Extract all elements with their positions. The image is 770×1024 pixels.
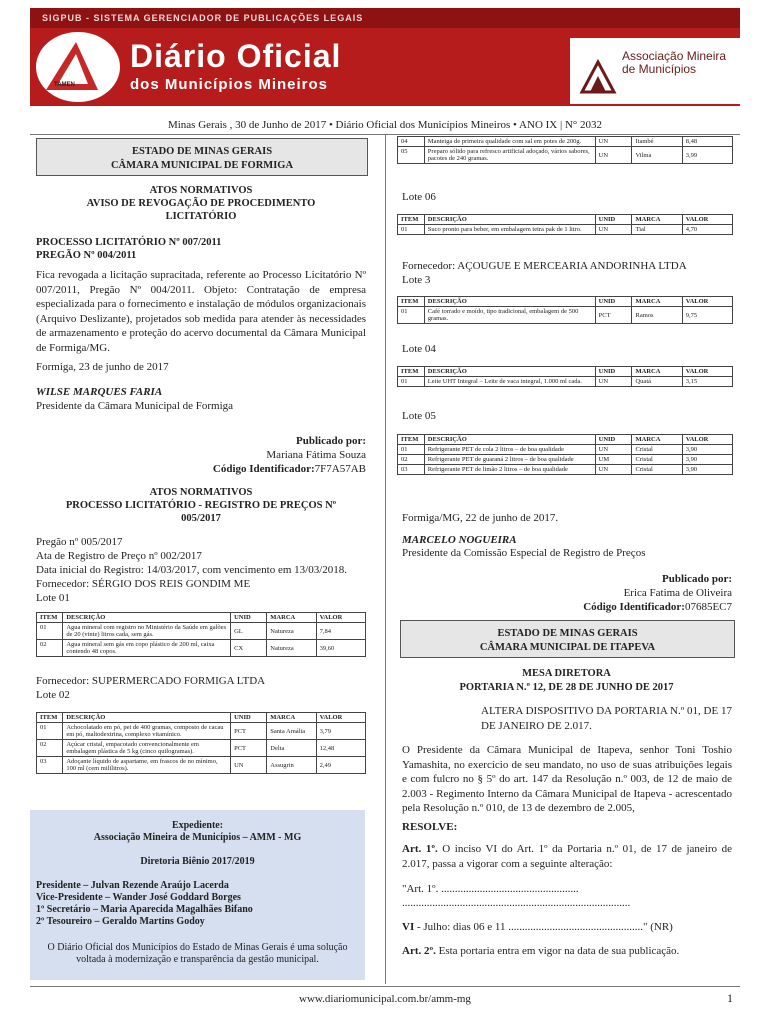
- board-title: Diretoria Biênio 2017/2019: [140, 856, 255, 867]
- table-cell: 8,48: [682, 137, 732, 147]
- table-cell: 3,90: [682, 455, 732, 465]
- table-cell: Ramos: [632, 307, 682, 324]
- table-cell: 12,48: [316, 740, 365, 757]
- table-row: [37, 740, 366, 757]
- column-header: MARCA: [267, 713, 316, 723]
- column-header: UNID: [231, 613, 267, 623]
- table-cell: Manteiga de primeira qualidade com sal em potes de 200g.: [424, 137, 595, 147]
- column-header: VALOR: [316, 713, 365, 723]
- article-text: O inciso VI do Art. 1º da Portaria n.º 01, de 17 de janeiro de 2.017, passa a vigorar com a seguinte alteração:: [402, 843, 732, 870]
- table-header-row: [398, 367, 733, 377]
- published-by: [402, 572, 732, 614]
- table-cell: 03: [37, 757, 63, 774]
- table-cell: 04: [398, 137, 425, 147]
- table-header-row: [398, 215, 733, 225]
- detail-line: Fornecedor: SUPERMERCADO FORMIGA LTDA: [36, 675, 266, 687]
- price-table: [397, 434, 733, 475]
- table-cell: Açúcar cristal, empacotado convencionalmente em embalagem plástica de 5 kg (cinco quilogramas).: [63, 740, 231, 757]
- column-header: MARCA: [267, 613, 316, 623]
- footer-url[interactable]: www.diariomunicipal.com.br/amm-mg: [299, 993, 471, 1005]
- table-cell: 3,99: [682, 147, 732, 164]
- table-cell: PCT: [595, 307, 632, 324]
- heading-line: PORTARIA N.º 12, DE 28 DE JUNHO DE 2017: [459, 682, 674, 693]
- detail-line: Fornecedor: AÇOUGUE E MERCEARIA ANDORINHA LTDA: [402, 260, 687, 272]
- amm-brand: [570, 38, 740, 104]
- heading-line: ATOS NORMATIVOS: [149, 185, 253, 196]
- heading-line: ATOS NORMATIVOS: [149, 487, 253, 498]
- column-header: ITEM: [398, 367, 425, 377]
- masthead: [30, 8, 740, 106]
- signatory-name: MARCELO NOGUEIRA: [402, 534, 517, 546]
- table-row: [37, 723, 366, 740]
- column-divider: [385, 134, 386, 984]
- process-ids: [36, 236, 366, 262]
- process-number: PROCESSO LICITATÓRIO Nº 007/2011: [36, 237, 222, 248]
- column-header: DESCRIÇÃO: [424, 215, 595, 225]
- detail-line: Ata de Registro de Preço nº 002/2017: [36, 550, 202, 562]
- price-table: [397, 136, 733, 164]
- heading-line: 005/2017: [181, 513, 221, 524]
- table-cell: UN: [595, 377, 632, 387]
- price-table: [397, 366, 733, 387]
- emblem-logo: [36, 32, 120, 102]
- price-table: [36, 612, 366, 657]
- portaria-heading: [400, 667, 733, 695]
- lot-label: Lote 05: [402, 410, 436, 422]
- table-cell: Suco pronto para beber, em embalagem tetra pak de 1 litro.: [424, 225, 595, 235]
- section-heading: [36, 486, 366, 525]
- table-cell: Santa Amália: [267, 723, 316, 740]
- table-cell: 02: [37, 740, 63, 757]
- expediente-title: Expediente:: [171, 820, 224, 831]
- publisher-name: Mariana Fátima Souza: [266, 449, 366, 461]
- column-header: ITEM: [37, 713, 63, 723]
- column-header: VALOR: [682, 367, 732, 377]
- article-2: [402, 944, 732, 958]
- table-cell: Natureza: [267, 640, 316, 657]
- table-cell: Café torrado e moído, tipo tradicional, embalagem de 500 gramas.: [424, 307, 595, 324]
- table-cell: Agua mineral com registro no Ministério da Saúde em galões de 20 (vinte) litros cada, sem gás.: [63, 623, 231, 640]
- table-cell: 01: [398, 445, 425, 455]
- section-header-itapeva: [400, 620, 735, 658]
- detail-line: Fornecedor: SÉRGIO DOS REIS GONDIM ME: [36, 578, 251, 590]
- lot-label: Lote 06: [402, 191, 436, 203]
- date-line: Formiga, 23 de junho de 2017: [36, 361, 169, 373]
- signatory-role: Presidente da Comissão Especial de Registro de Preços: [402, 547, 646, 559]
- table-cell: Cristal: [632, 465, 682, 475]
- article-text: Esta portaria entra em vigor na data de sua publicação.: [435, 945, 680, 957]
- table-cell: UN: [595, 137, 632, 147]
- table-cell: 03: [398, 465, 425, 475]
- table-cell: UM: [595, 455, 632, 465]
- table-cell: 02: [37, 640, 63, 657]
- column-header: VALOR: [316, 613, 365, 623]
- table-row: [398, 225, 733, 235]
- column-header: VALOR: [682, 435, 732, 445]
- expediente-box: [30, 810, 365, 980]
- code-label: Código Identificador:: [583, 601, 685, 613]
- table-cell: UN: [595, 445, 632, 455]
- expediente-note: O Diário Oficial dos Municípios do Estado de Minas Gerais é uma solução voltada à modernização e transparência da gestão municipal.: [47, 942, 348, 965]
- table-cell: 7,84: [316, 623, 365, 640]
- table-cell: Refrigerante PET de limão 2 litros – de boa qualidade: [424, 465, 595, 475]
- portaria-summary: ALTERA DISPOSITIVO DA PORTARIA N.º 01, DE 17 DE JANEIRO DE 2.017.: [481, 705, 732, 732]
- table-header-row: [398, 435, 733, 445]
- table-cell: Cristal: [632, 455, 682, 465]
- table-row: [37, 623, 366, 640]
- table-cell: 01: [398, 307, 425, 324]
- heading-line: AVISO DE REVOGAÇÃO DE PROCEDIMENTO: [86, 198, 316, 209]
- section-header-formiga: [36, 138, 368, 176]
- heading-line: MESA DIRETORA: [522, 668, 611, 679]
- state-label: ESTADO DE MINAS GERAIS: [131, 146, 273, 157]
- price-table: [36, 712, 366, 774]
- column-header: UNID: [595, 215, 632, 225]
- column-header: DESCRIÇÃO: [424, 435, 595, 445]
- board-member: Presidente – Julvan Rezende Araújo Lacerda: [36, 880, 229, 891]
- table-cell: 3,90: [682, 445, 732, 455]
- expediente-org: Associação Mineira de Municípios – AMM - MG: [93, 832, 302, 843]
- registry-details: [36, 535, 371, 605]
- table-cell: UN: [231, 757, 267, 774]
- resolve-label: RESOLVE:: [402, 821, 458, 833]
- column-header: UNID: [595, 435, 632, 445]
- detail-line: Pregão nº 005/2017: [36, 536, 123, 548]
- table-row: [37, 757, 366, 774]
- association-name: Associação Mineira de Municípios: [622, 49, 727, 76]
- table-cell: Cristal: [632, 445, 682, 455]
- journal-title: Diário Oficial: [130, 38, 342, 74]
- divider: [30, 986, 740, 987]
- column-header: MARCA: [632, 215, 682, 225]
- table-row: [398, 137, 733, 147]
- signatory-name: WILSE MARQUES FARIA: [36, 386, 163, 398]
- table-cell: 4,70: [682, 225, 732, 235]
- code-value: 07685EC7: [684, 601, 732, 613]
- detail-line: Lote 02: [36, 689, 70, 701]
- pregao-number: PREGÃO Nº 004/2011: [36, 250, 137, 261]
- table-row: [37, 640, 366, 657]
- table-cell: 3,15: [682, 377, 732, 387]
- inciso-text: - Julho: dias 06 e 11 ................................................." (NR): [414, 921, 673, 933]
- amm-logo-icon: [578, 56, 618, 96]
- table-cell: UN: [595, 147, 632, 164]
- table-row: [398, 307, 733, 324]
- page-number: 1: [727, 991, 733, 1005]
- portaria-preamble: O Presidente da Câmara Municipal de Itapeva, senhor Toni Toshio Yamashita, no exercício de seu mandato, no uso de suas atribuições legais e com fulcro no § 5º do art. 147 da Resolução n.º 003, de 12 de maio de 2.003 - Regimento Interno da Câmara Municipal de Itapeva - acrescentado pela Resolução n.º 010, de 13 de dezembro de 2.005,: [402, 744, 732, 814]
- column-header: ITEM: [37, 613, 63, 623]
- table-cell: PCT: [231, 723, 267, 740]
- table-cell: Preparo sólido para refresco artificial adoçado, vários sabores, pacotes de 240 gramas.: [424, 147, 595, 164]
- quote-line: "Art. 1º. ..................................................: [402, 883, 579, 895]
- dateline: Minas Gerais , 30 de Junho de 2017 • Diário Oficial dos Municípios Mineiros • ANO IX | N° 2032: [167, 119, 603, 131]
- table-cell: 01: [398, 225, 425, 235]
- table-row: [398, 445, 733, 455]
- column-header: VALOR: [682, 215, 732, 225]
- table-cell: 3,90: [682, 465, 732, 475]
- table-cell: PCT: [231, 740, 267, 757]
- table-cell: 01: [37, 623, 63, 640]
- column-header: DESCRIÇÃO: [63, 713, 231, 723]
- table-cell: Quatá: [632, 377, 682, 387]
- price-table: [397, 296, 733, 324]
- detail-line: Data inicial do Registro: 14/03/2017, com vencimento em 13/03/2018.: [36, 564, 348, 576]
- table-cell: 2,49: [316, 757, 365, 774]
- inciso-label: VI: [402, 921, 415, 933]
- table-row: [398, 377, 733, 387]
- table-cell: GL: [231, 623, 267, 640]
- table-cell: 01: [398, 377, 425, 387]
- table-cell: 39,60: [316, 640, 365, 657]
- column-header: UNID: [595, 367, 632, 377]
- table-header-row: [37, 713, 366, 723]
- detail-line: Lote 3: [402, 274, 431, 286]
- table-cell: Refrigerante PET de guaraná 2 litros – de boa qualidade: [424, 455, 595, 465]
- column-header: DESCRIÇÃO: [63, 613, 231, 623]
- board-member: Vice-Presidente – Wander José Goddard Borges: [36, 892, 241, 903]
- state-label: ESTADO DE MINAS GERAIS: [497, 628, 638, 639]
- table-cell: Vilma: [632, 147, 682, 164]
- system-name: SIGPUB - SISTEMA GERENCIADOR DE PUBLICAÇÕES LEGAIS: [30, 8, 740, 28]
- article-quote: [402, 882, 732, 910]
- table-cell: 9,75: [682, 307, 732, 324]
- revocation-text: Fica revogada a licitação supracitada, referente ao Processo Licitatório Nº 007/2011, Pregão Nº 004/2011. Objeto: Contratação de empresa especializada para o fornecimento e instalação de módulos organizacionais (Arquivo Deslizante), projetados sob medida para atender às necessidades de armazenamento e proteção do acervo documental da Câmara Municipal de Formiga/MG.: [36, 269, 366, 354]
- table-cell: Tial: [632, 225, 682, 235]
- board-member: 2º Tesoureiro – Geraldo Martins Godoy: [36, 916, 205, 927]
- table-cell: Delta: [267, 740, 316, 757]
- column-header: MARCA: [632, 367, 682, 377]
- detail-line: Lote 01: [36, 592, 70, 604]
- article-label: Art. 1º.: [402, 843, 438, 855]
- supplier-details: [402, 259, 732, 287]
- table-cell: Natureza: [267, 623, 316, 640]
- column-header: MARCA: [632, 435, 682, 445]
- code-label: Código Identificador:: [212, 463, 315, 475]
- column-header: VALOR: [682, 297, 732, 307]
- table-cell: Refrigerante PET de cola 2 litros – de boa qualidade: [424, 445, 595, 455]
- table-row: [398, 455, 733, 465]
- column-header: ITEM: [398, 215, 425, 225]
- column-header: ITEM: [398, 297, 425, 307]
- emblem-text: TAMEN: [54, 82, 75, 88]
- table-cell: Adoçante líquido de aspartame, em frascos de no mínimo, 100 ml (cem mililitros).: [63, 757, 231, 774]
- chamber-label: CÂMARA MUNICIPAL DE ITAPEVA: [479, 642, 656, 653]
- column-header: DESCRIÇÃO: [424, 367, 595, 377]
- table-cell: UN: [595, 225, 632, 235]
- article-1: [402, 842, 732, 871]
- table-cell: 01: [37, 723, 63, 740]
- table-cell: CX: [231, 640, 267, 657]
- inciso-vi: [402, 920, 732, 934]
- table-cell: Assugrin: [267, 757, 316, 774]
- journal-subtitle: dos Municípios Mineiros: [130, 76, 329, 93]
- heading-line: LICITATÓRIO: [165, 211, 237, 222]
- publisher-name: Erica Fatima de Oliveira: [623, 587, 732, 599]
- table-row: [398, 465, 733, 475]
- table-cell: 05: [398, 147, 425, 164]
- column-header: ITEM: [398, 435, 425, 445]
- table-cell: Achocolatado em pó, pet de 400 gramas, composto de cacau em pó, maltodextrina, complexo vitamínico.: [63, 723, 231, 740]
- table-cell: 3,79: [316, 723, 365, 740]
- section-heading: [36, 184, 366, 223]
- published-by-label: Publicado por:: [662, 573, 732, 585]
- table-cell: 02: [398, 455, 425, 465]
- column-header: UNID: [595, 297, 632, 307]
- chamber-label: CÂMARA MUNICIPAL DE FORMIGA: [110, 160, 294, 171]
- heading-line: PROCESSO LICITATÓRIO - REGISTRO DE PREÇOS Nº: [65, 500, 337, 511]
- published-by: [36, 434, 366, 476]
- table-cell: Leite UHT Integral – Leite de vaca integral, 1.000 ml cada.: [424, 377, 595, 387]
- article-label: Art. 2º.: [402, 945, 436, 957]
- supplier-details: [36, 674, 366, 702]
- table-cell: Agua mineral sem gás em copo plástico de 200 ml, caixa contendo 48 copos.: [63, 640, 231, 657]
- code-value: 7F7A57AB: [314, 463, 366, 475]
- quote-line: ...................................................................................: [402, 897, 631, 909]
- board-member: 1º Secretário – Maria Aparecida Magalhães Bifano: [36, 904, 253, 915]
- signatory-role: Presidente da Câmara Municipal de Formiga: [36, 400, 234, 412]
- published-by-label: Publicado por:: [296, 435, 366, 447]
- lot-label: Lote 04: [402, 343, 436, 355]
- table-cell: Itambé: [632, 137, 682, 147]
- column-header: DESCRIÇÃO: [424, 297, 595, 307]
- column-header: MARCA: [632, 297, 682, 307]
- table-cell: UN: [595, 465, 632, 475]
- date-line: Formiga/MG, 22 de junho de 2017.: [402, 512, 559, 524]
- table-header-row: [398, 297, 733, 307]
- table-row: [398, 147, 733, 164]
- table-header-row: [37, 613, 366, 623]
- column-header: UNID: [231, 713, 267, 723]
- price-table: [397, 214, 733, 235]
